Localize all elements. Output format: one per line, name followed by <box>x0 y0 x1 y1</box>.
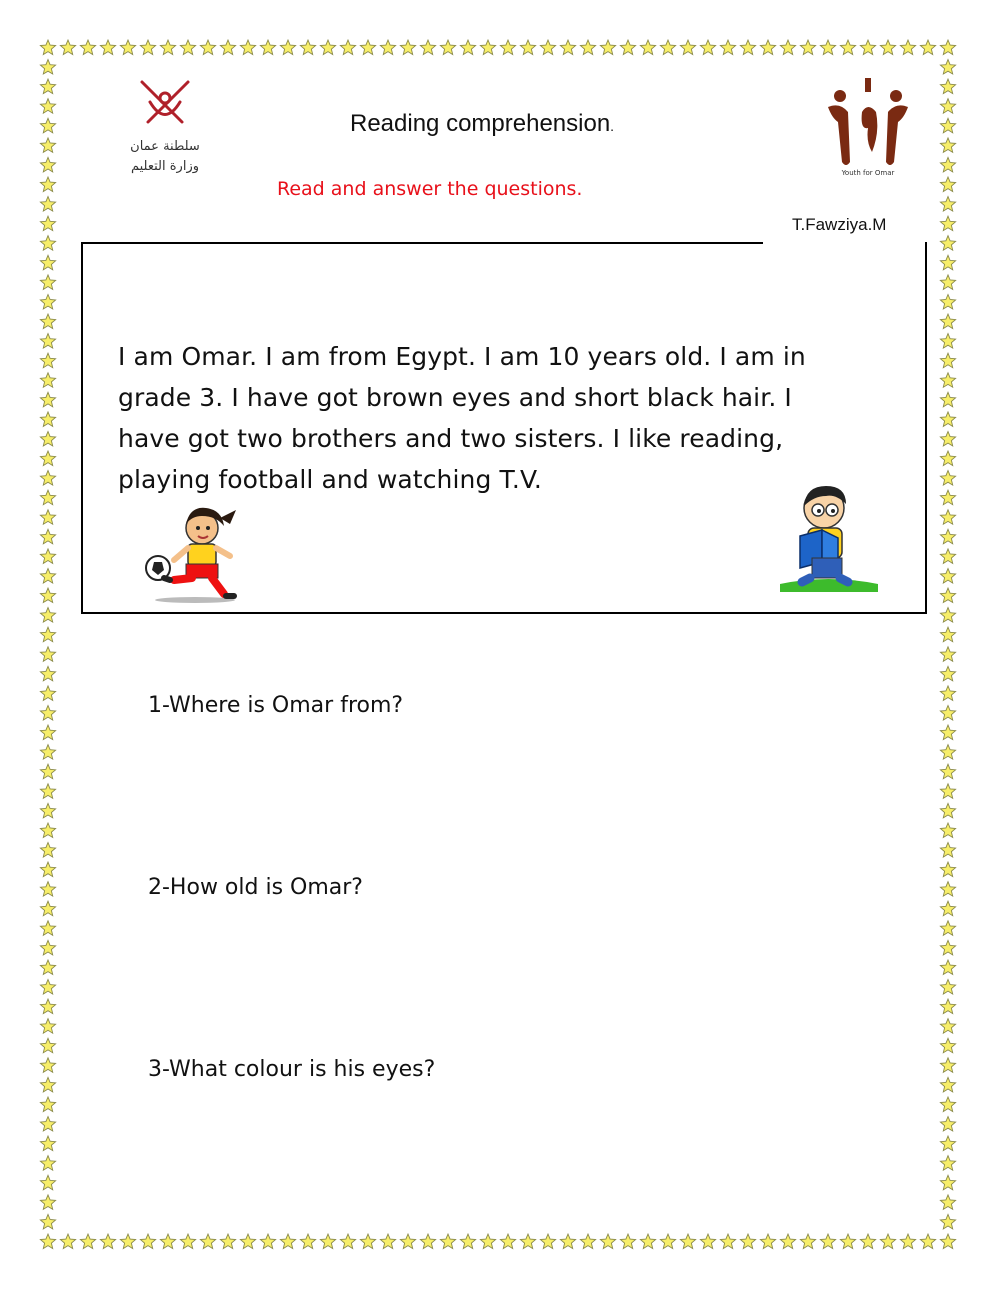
star-icon <box>360 1234 375 1249</box>
star-icon <box>940 79 955 94</box>
star-icon <box>120 1234 135 1249</box>
star-icon <box>940 999 955 1014</box>
star-icon <box>940 510 955 524</box>
star-icon <box>640 40 655 55</box>
star-icon <box>480 40 495 55</box>
star-icon <box>40 1097 55 1112</box>
star-icon <box>320 1234 335 1249</box>
star-icon <box>160 40 175 55</box>
star-icon <box>940 451 955 466</box>
star-icon <box>40 79 55 94</box>
star-icon <box>40 980 55 995</box>
star-icon <box>940 236 955 251</box>
star-icon <box>40 216 55 230</box>
star-icon <box>40 471 55 486</box>
star-icon <box>380 1234 395 1249</box>
star-icon <box>40 686 55 701</box>
star-icon <box>940 99 955 114</box>
star-icon <box>40 1214 55 1229</box>
star-icon <box>40 529 55 544</box>
star-icon <box>940 334 955 349</box>
star-icon <box>940 940 955 955</box>
star-icon <box>940 823 955 837</box>
star-icon <box>60 40 75 55</box>
instructions: Read and answer the questions. <box>277 178 583 200</box>
passage-line: playing football and watching T.V. <box>118 465 542 494</box>
star-icon <box>40 275 55 290</box>
star-icon <box>940 1117 955 1131</box>
star-icon <box>40 295 55 309</box>
logo-left-caption-1: سلطنة عمان <box>130 139 200 154</box>
star-icon <box>40 764 55 779</box>
question-3: 3-What colour is his eyes? <box>148 1057 436 1082</box>
star-icon <box>940 764 955 779</box>
star-icon <box>40 745 55 759</box>
star-icon <box>40 608 55 623</box>
star-icon <box>940 706 955 721</box>
star-icon <box>300 1234 315 1249</box>
star-icon <box>40 314 55 329</box>
star-icon <box>520 40 535 55</box>
star-icon <box>820 1234 835 1249</box>
star-icon <box>40 569 55 584</box>
star-icon <box>40 1136 55 1151</box>
star-icon <box>40 1234 55 1249</box>
star-icon <box>360 40 375 55</box>
star-icon <box>40 138 55 152</box>
star-icon <box>940 412 955 427</box>
star-icon <box>40 940 55 955</box>
star-icon <box>940 901 955 916</box>
star-icon <box>940 1136 955 1151</box>
star-icon <box>40 412 55 427</box>
star-icon <box>660 40 675 55</box>
star-icon <box>940 588 955 602</box>
star-icon <box>660 1234 675 1249</box>
teacher-name: T.Fawziya.M <box>792 215 887 234</box>
star-icon <box>260 1234 275 1249</box>
star-icon <box>940 197 955 212</box>
star-icon <box>940 882 955 896</box>
passage-line: have got two brothers and two sisters. I like reading, <box>118 424 784 453</box>
star-icon <box>940 353 955 368</box>
star-icon <box>940 275 955 290</box>
star-icon <box>940 1175 955 1190</box>
star-icon <box>940 725 955 740</box>
star-icon <box>940 549 955 564</box>
star-icon <box>940 686 955 701</box>
star-icon <box>40 1195 55 1209</box>
star-icon <box>100 1234 115 1249</box>
star-icon <box>940 980 955 995</box>
star-icon <box>40 862 55 877</box>
star-icon <box>580 1234 595 1249</box>
star-icon <box>40 490 55 505</box>
star-icon <box>940 666 955 680</box>
star-icon <box>320 40 335 55</box>
star-icon <box>820 40 835 55</box>
star-icon <box>40 901 55 916</box>
star-icon <box>940 1019 955 1033</box>
star-icon <box>940 921 955 936</box>
star-icon <box>40 1019 55 1033</box>
star-icon <box>940 255 955 269</box>
passage-line: grade 3. I have got brown eyes and short black hair. I <box>118 383 792 412</box>
reading-boy-illustration <box>778 482 880 592</box>
star-icon <box>180 40 195 55</box>
star-icon <box>940 1156 955 1171</box>
star-icon <box>400 1234 415 1249</box>
star-icon <box>400 40 415 55</box>
star-icon <box>120 40 135 55</box>
star-icon <box>940 1058 955 1073</box>
star-icon <box>40 549 55 564</box>
footballer-illustration <box>140 500 245 605</box>
star-icon <box>440 1234 455 1249</box>
star-icon <box>200 1234 215 1249</box>
youth-logo-icon <box>818 72 918 182</box>
star-icon <box>260 40 275 55</box>
star-icon <box>680 40 695 55</box>
star-icon <box>160 1234 175 1249</box>
star-icon <box>40 823 55 837</box>
star-icon <box>40 1175 55 1190</box>
oman-emblem-icon <box>110 72 220 182</box>
star-icon <box>800 40 815 55</box>
star-icon <box>800 1234 815 1249</box>
star-icon <box>440 40 455 55</box>
star-icon <box>500 1234 515 1249</box>
star-icon <box>40 451 55 466</box>
star-icon <box>940 784 955 799</box>
star-icon <box>40 373 55 387</box>
star-icon <box>80 1234 95 1249</box>
star-icon <box>900 40 915 55</box>
star-icon <box>560 40 575 55</box>
star-icon <box>600 1234 615 1249</box>
star-icon <box>940 862 955 877</box>
star-icon <box>940 1195 955 1209</box>
star-icon <box>40 353 55 368</box>
star-icon <box>180 1234 195 1249</box>
star-icon <box>40 60 55 74</box>
star-icon <box>940 432 955 446</box>
star-icon <box>940 471 955 486</box>
star-icon <box>840 40 855 55</box>
star-icon <box>940 627 955 642</box>
star-icon <box>720 1234 735 1249</box>
star-icon <box>940 960 955 974</box>
star-icon <box>60 1234 75 1249</box>
star-icon <box>460 40 475 55</box>
star-icon <box>80 40 95 55</box>
star-icon <box>560 1234 575 1249</box>
star-icon <box>760 1234 775 1249</box>
star-icon <box>940 118 955 133</box>
star-icon <box>540 1234 555 1249</box>
star-icon <box>700 40 715 55</box>
star-icon <box>940 1077 955 1092</box>
star-icon <box>420 1234 435 1249</box>
star-icon <box>940 1038 955 1052</box>
star-icon <box>920 1234 935 1249</box>
star-icon <box>40 627 55 642</box>
star-icon <box>200 40 215 55</box>
star-icon <box>40 392 55 407</box>
star-icon <box>940 745 955 759</box>
star-icon <box>280 40 295 55</box>
star-icon <box>740 40 755 55</box>
star-icon <box>40 725 55 740</box>
star-icon <box>40 784 55 799</box>
star-icon <box>620 40 635 55</box>
logo-left-caption-2: وزارة التعليم <box>130 159 200 174</box>
star-icon <box>940 216 955 230</box>
star-icon <box>40 1058 55 1073</box>
star-icon <box>40 706 55 721</box>
star-icon <box>780 40 795 55</box>
star-icon <box>240 40 255 55</box>
star-icon <box>40 1156 55 1171</box>
star-icon <box>940 177 955 192</box>
star-icon <box>940 295 955 309</box>
star-icon <box>340 1234 355 1249</box>
star-icon <box>40 1117 55 1131</box>
star-icon <box>920 40 935 55</box>
star-icon <box>940 490 955 505</box>
star-icon <box>940 138 955 152</box>
star-icon <box>900 1234 915 1249</box>
star-icon <box>940 60 955 74</box>
star-icon <box>40 432 55 446</box>
star-icon <box>240 1234 255 1249</box>
question-1: 1-Where is Omar from? <box>148 693 404 718</box>
star-icon <box>940 803 955 817</box>
star-icon <box>500 40 515 55</box>
star-icon <box>40 666 55 680</box>
star-icon <box>520 1234 535 1249</box>
star-icon <box>40 255 55 269</box>
star-icon <box>140 40 155 55</box>
star-icon <box>940 40 955 55</box>
star-icon <box>40 1038 55 1052</box>
star-icon <box>940 529 955 544</box>
star-icon <box>420 40 435 55</box>
star-icon <box>40 1077 55 1092</box>
star-icon <box>880 40 895 55</box>
star-icon <box>600 40 615 55</box>
star-icon <box>40 197 55 212</box>
logo-right-caption: Youth for Omar <box>841 169 895 177</box>
star-icon <box>480 1234 495 1249</box>
page-title: Reading comprehension. <box>350 110 615 137</box>
star-icon <box>860 1234 875 1249</box>
star-icon <box>880 1234 895 1249</box>
star-icon <box>40 843 55 858</box>
star-icon <box>220 40 235 55</box>
star-icon <box>860 40 875 55</box>
star-icon <box>840 1234 855 1249</box>
star-icon <box>40 99 55 114</box>
star-icon <box>40 999 55 1014</box>
star-icon <box>300 40 315 55</box>
star-icon <box>940 373 955 387</box>
star-icon <box>620 1234 635 1249</box>
star-icon <box>140 1234 155 1249</box>
star-icon <box>940 392 955 407</box>
star-icon <box>40 236 55 251</box>
star-icon <box>700 1234 715 1249</box>
reading-passage <box>118 336 898 500</box>
star-icon <box>280 1234 295 1249</box>
star-icon <box>940 314 955 329</box>
star-icon <box>220 1234 235 1249</box>
star-icon <box>940 608 955 623</box>
star-icon <box>380 40 395 55</box>
star-icon <box>40 334 55 349</box>
star-icon <box>940 157 955 172</box>
star-icon <box>940 647 955 662</box>
star-icon <box>40 647 55 662</box>
star-icon <box>720 40 735 55</box>
star-icon <box>940 843 955 858</box>
star-icon <box>940 1097 955 1112</box>
star-icon <box>780 1234 795 1249</box>
star-icon <box>460 1234 475 1249</box>
star-icon <box>40 118 55 133</box>
star-icon <box>40 803 55 817</box>
star-icon <box>940 1214 955 1229</box>
star-icon <box>40 40 55 55</box>
star-icon <box>100 40 115 55</box>
star-icon <box>40 882 55 896</box>
star-icon <box>40 177 55 192</box>
star-icon <box>680 1234 695 1249</box>
star-icon <box>40 157 55 172</box>
star-icon <box>740 1234 755 1249</box>
passage-line: I am Omar. I am from Egypt. I am 10 years old. I am in <box>118 342 806 371</box>
star-icon <box>640 1234 655 1249</box>
star-icon <box>540 40 555 55</box>
star-icon <box>40 510 55 524</box>
star-icon <box>40 921 55 936</box>
question-2: 2-How old is Omar? <box>148 875 363 900</box>
star-icon <box>940 1234 955 1249</box>
star-icon <box>40 960 55 974</box>
star-icon <box>940 569 955 584</box>
star-icon <box>760 40 775 55</box>
star-icon <box>40 588 55 602</box>
star-icon <box>340 40 355 55</box>
star-icon <box>580 40 595 55</box>
